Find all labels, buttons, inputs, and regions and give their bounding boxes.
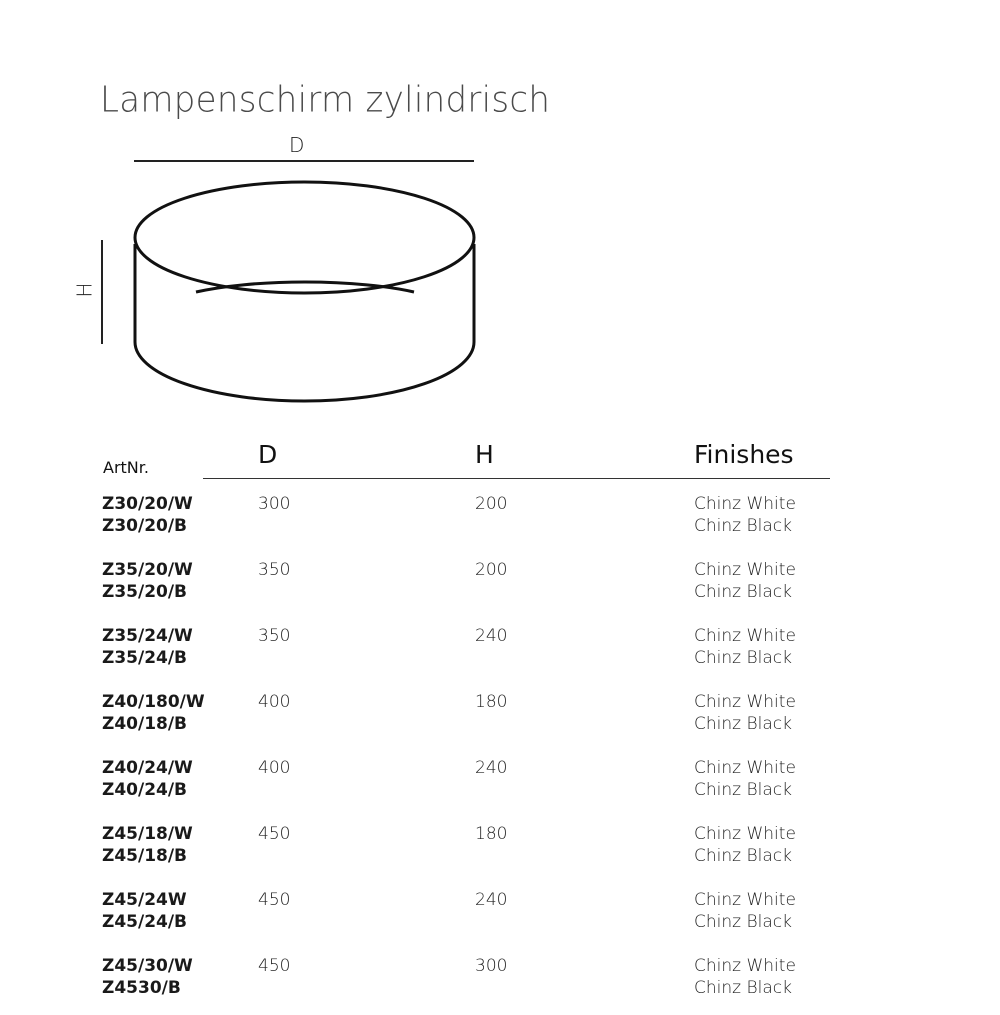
diameter-cell: 450 xyxy=(258,956,291,976)
diameter-cell: 450 xyxy=(258,890,291,910)
artnr-cell xyxy=(102,559,193,603)
artnr-cell xyxy=(102,493,193,537)
finish-black: Chinz Black xyxy=(694,780,792,800)
finish-white: Chinz White xyxy=(694,626,796,646)
finishes-cell xyxy=(694,691,796,735)
cylinder-shape xyxy=(135,182,474,401)
artnr-cell xyxy=(102,757,193,801)
artnr-cell xyxy=(102,691,205,735)
diameter-cell: 400 xyxy=(258,692,291,712)
artnr-black: Z45/18/B xyxy=(102,846,188,866)
height-cell: 200 xyxy=(475,494,508,514)
height-cell: 200 xyxy=(475,560,508,580)
cylinder-body-outline xyxy=(135,244,474,401)
finish-black: Chinz Black xyxy=(694,912,792,932)
header-divider xyxy=(203,478,830,479)
height-cell: 240 xyxy=(475,626,508,646)
finish-black: Chinz Black xyxy=(694,846,792,866)
finish-white: Chinz White xyxy=(694,494,796,514)
finishes-cell xyxy=(694,889,796,933)
finish-black: Chinz Black xyxy=(694,978,792,998)
table-row xyxy=(0,889,1000,949)
table-row xyxy=(0,691,1000,751)
artnr-black: Z35/24/B xyxy=(102,648,188,668)
diameter-cell: 450 xyxy=(258,824,291,844)
finish-black: Chinz Black xyxy=(694,582,792,602)
finish-white: Chinz White xyxy=(694,824,796,844)
cylinder-shade-diagram xyxy=(0,0,1000,420)
diameter-cell: 300 xyxy=(258,494,291,514)
finishes-cell xyxy=(694,625,796,669)
cylinder-top-ellipse xyxy=(135,182,474,293)
finishes-cell xyxy=(694,757,796,801)
finishes-cell xyxy=(694,493,796,537)
height-cell: 300 xyxy=(475,956,508,976)
diameter-label: D xyxy=(289,133,305,157)
artnr-black: Z30/20/B xyxy=(102,516,188,536)
header-artnr: ArtNr. xyxy=(103,458,149,477)
cylinder-inner-edge xyxy=(196,282,414,292)
finishes-cell xyxy=(694,559,796,603)
artnr-white: Z40/24/W xyxy=(102,758,193,778)
artnr-cell xyxy=(102,823,193,867)
artnr-black: Z45/24/B xyxy=(102,912,188,932)
artnr-black: Z40/24/B xyxy=(102,780,188,800)
header-finishes: Finishes xyxy=(694,440,794,469)
table-row xyxy=(0,757,1000,817)
finish-white: Chinz White xyxy=(694,560,796,580)
artnr-white: Z45/24W xyxy=(102,890,187,910)
artnr-black: Z4530/B xyxy=(102,978,181,998)
artnr-black: Z40/18/B xyxy=(102,714,188,734)
height-cell: 240 xyxy=(475,758,508,778)
artnr-white: Z35/20/W xyxy=(102,560,193,580)
height-label: H xyxy=(72,282,97,298)
finish-black: Chinz Black xyxy=(694,516,792,536)
header-diameter: D xyxy=(258,440,278,469)
artnr-white: Z30/20/W xyxy=(102,494,193,514)
finish-white: Chinz White xyxy=(694,956,796,976)
height-cell: 240 xyxy=(475,890,508,910)
finishes-cell xyxy=(694,823,796,867)
diameter-cell: 400 xyxy=(258,758,291,778)
artnr-white: Z45/30/W xyxy=(102,956,193,976)
diameter-cell: 350 xyxy=(258,560,291,580)
artnr-cell xyxy=(102,889,187,933)
finish-white: Chinz White xyxy=(694,890,796,910)
artnr-cell xyxy=(102,625,193,669)
height-cell: 180 xyxy=(475,692,508,712)
artnr-white: Z45/18/W xyxy=(102,824,193,844)
finish-black: Chinz Black xyxy=(694,714,792,734)
page-title: Lampenschirm zylindrisch xyxy=(100,79,551,121)
finish-white: Chinz White xyxy=(694,758,796,778)
table-row xyxy=(0,625,1000,685)
table-row xyxy=(0,559,1000,619)
table-row xyxy=(0,823,1000,883)
finish-black: Chinz Black xyxy=(694,648,792,668)
artnr-black: Z35/20/B xyxy=(102,582,188,602)
artnr-cell xyxy=(102,955,193,999)
table-row xyxy=(0,493,1000,553)
artnr-white: Z40/180/W xyxy=(102,692,205,712)
height-cell: 180 xyxy=(475,824,508,844)
diameter-cell: 350 xyxy=(258,626,291,646)
finish-white: Chinz White xyxy=(694,692,796,712)
artnr-white: Z35/24/W xyxy=(102,626,193,646)
header-height: H xyxy=(475,440,494,469)
table-row xyxy=(0,955,1000,1015)
finishes-cell xyxy=(694,955,796,999)
